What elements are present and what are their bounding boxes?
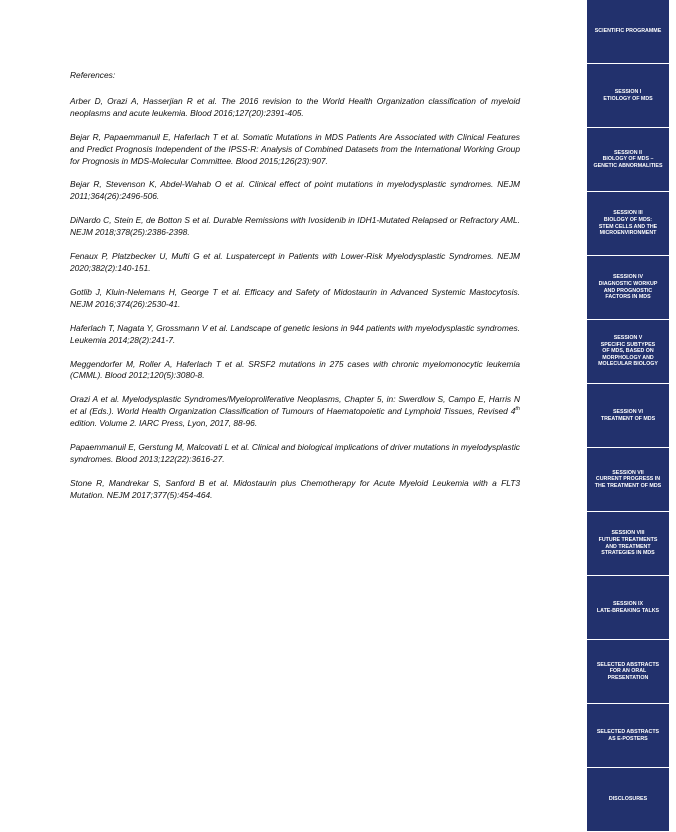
tab-abstracts-oral[interactable] — [587, 640, 669, 703]
tab-label: DISCLOSURES — [608, 796, 648, 803]
tab-abstracts-eposters[interactable] — [587, 704, 669, 767]
tab-label: SESSION V SPECIFIC SUBTYPES OF MDS, BASED ON MORPHOLOGY AND MOLECULAR BIOLOGY — [598, 335, 658, 368]
tab-session-9[interactable] — [587, 576, 669, 639]
references-heading: References: — [70, 70, 116, 80]
tab-label: SESSION IV DIAGNOSTIC WORKUP AND PROGNOSTIC FACTORS IN MDS — [598, 274, 658, 301]
reference-item: Bejar R, Papaemmanuil E, Haferlach T et al. Somatic Mutations in MDS Patients Are Associated with Clinical Features and Predict Prognosis Independent of the IPSS-R: Analysis of Combined Datasets from the International Working Group for Prognosis in MDS-Molecular Committee. Blood 2015;126(23):907. — [70, 131, 520, 166]
reference-item: Stone R, Mandrekar S, Sanford B et al. Midostaurin plus Chemotherapy for Acute Myeloid Leukemia with a FLT3 Mutation. NEJM 2017;377(5):454-464. — [70, 477, 520, 500]
reference-text-before: Orazi A et al. Myelodysplastic Syndromes/Myeloproliferative Neoplasms, Chapter 5, in: Swerdlow S, Campo E, Harris N et al (Eds.). World Health Organization Classification of Tumours of Haematopoietic and Lymphoid Tissues, Revised 4 — [70, 394, 520, 417]
tab-label: SESSION I ETIOLOGY OF MDS — [603, 88, 653, 102]
tab-session-8[interactable] — [587, 512, 669, 575]
tab-label: SESSION VIII FUTURE TREATMENTS AND TREATMENT STRATEGIES IN MDS — [598, 530, 658, 557]
tab-session-2[interactable] — [587, 128, 669, 191]
reference-item: Arber D, Orazi A, Hasserjian R et al. The 2016 revision to the World Health Organization classification of myeloid neoplasms and acute leukemia. Blood 2016;127(20):2391-405. — [70, 95, 520, 118]
reference-text-after: edition. Volume 2. IARC Press, Lyon, 2017, 88-96. — [70, 418, 258, 429]
tab-disclosures[interactable] — [587, 768, 669, 831]
tab-label: SELECTED ABSTRACTS AS E-POSTERS — [596, 728, 660, 742]
tab-session-6[interactable] — [587, 384, 669, 447]
tab-label: SESSION IX LATE-BREAKING TALKS — [596, 600, 660, 614]
reference-item: Papaemmanuil E, Gerstung M, Malcovati L et al. Clinical and biological implications of driver mutations in myelodysplastic syndromes. Blood 2013;122(22):3616-27. — [70, 442, 520, 464]
tab-scientific-programme[interactable] — [587, 0, 669, 63]
reference-item: Meggendorfer M, Roller A, Haferlach T et al. SRSF2 mutations in 275 cases with chronic myelomonocytic leukemia (CMML). Blood 2012;120(5):3080-8. — [70, 358, 520, 381]
tab-session-7[interactable] — [587, 448, 669, 511]
tab-label: SESSION III BIOLOGY OF MDS: STEM CELLS AND THE MICROENVIRONMENT — [598, 210, 658, 237]
reference-item: DiNardo C, Stein E, de Botton S et al. Durable Remissions with Ivosidenib in IDH1-Mutated Relapsed or Refractory AML. NEJM 2018;378(25):2386-2398. — [70, 215, 520, 238]
reference-item: Gotlib J, Kluin-Nelemans H, George T et al. Efficacy and Safety of Midostaurin in Advanced Systemic Mastocytosis. NEJM 2016;374(26):2530-41. — [70, 286, 520, 309]
tab-label: SELECTED ABSTRACTS FOR AN ORAL PRESENTATION — [596, 661, 660, 681]
references-section — [70, 70, 520, 514]
tab-label: SESSION VI TREATMENT OF MDS — [600, 408, 656, 422]
reference-superscript: th — [515, 406, 520, 413]
reference-item: Fenaux P, Platzbecker U, Mufti G et al. Luspatercept in Patients with Lower-Risk Myelodysplastic Syndromes. NEJM 2020;382(2):140-151. — [70, 251, 520, 273]
tab-label: SCIENTIFIC PROGRAMME — [594, 28, 662, 35]
reference-item — [70, 394, 520, 430]
reference-item: Haferlach T, Nagata Y, Grossmann V et al. Landscape of genetic lesions in 944 patients with myelodysplastic syndromes. Leukemia 2014;28(2):241-7. — [70, 322, 520, 345]
tab-label: SESSION VII CURRENT PROGRESS IN THE TREATMENT OF MDS — [594, 469, 662, 489]
tab-session-4[interactable] — [587, 256, 669, 319]
tab-session-5[interactable] — [587, 320, 669, 383]
reference-item: Bejar R, Stevenson K, Abdel-Wahab O et al. Clinical effect of point mutations in myelodysplastic syndromes. NEJM 2011;364(26):2496-506. — [70, 179, 520, 202]
section-sidebar — [587, 0, 669, 832]
tab-session-3[interactable] — [587, 192, 669, 255]
tab-session-1[interactable] — [587, 64, 669, 127]
tab-label: SESSION II BIOLOGY OF MDS – GENETIC ABNORMALITIES — [593, 149, 663, 169]
